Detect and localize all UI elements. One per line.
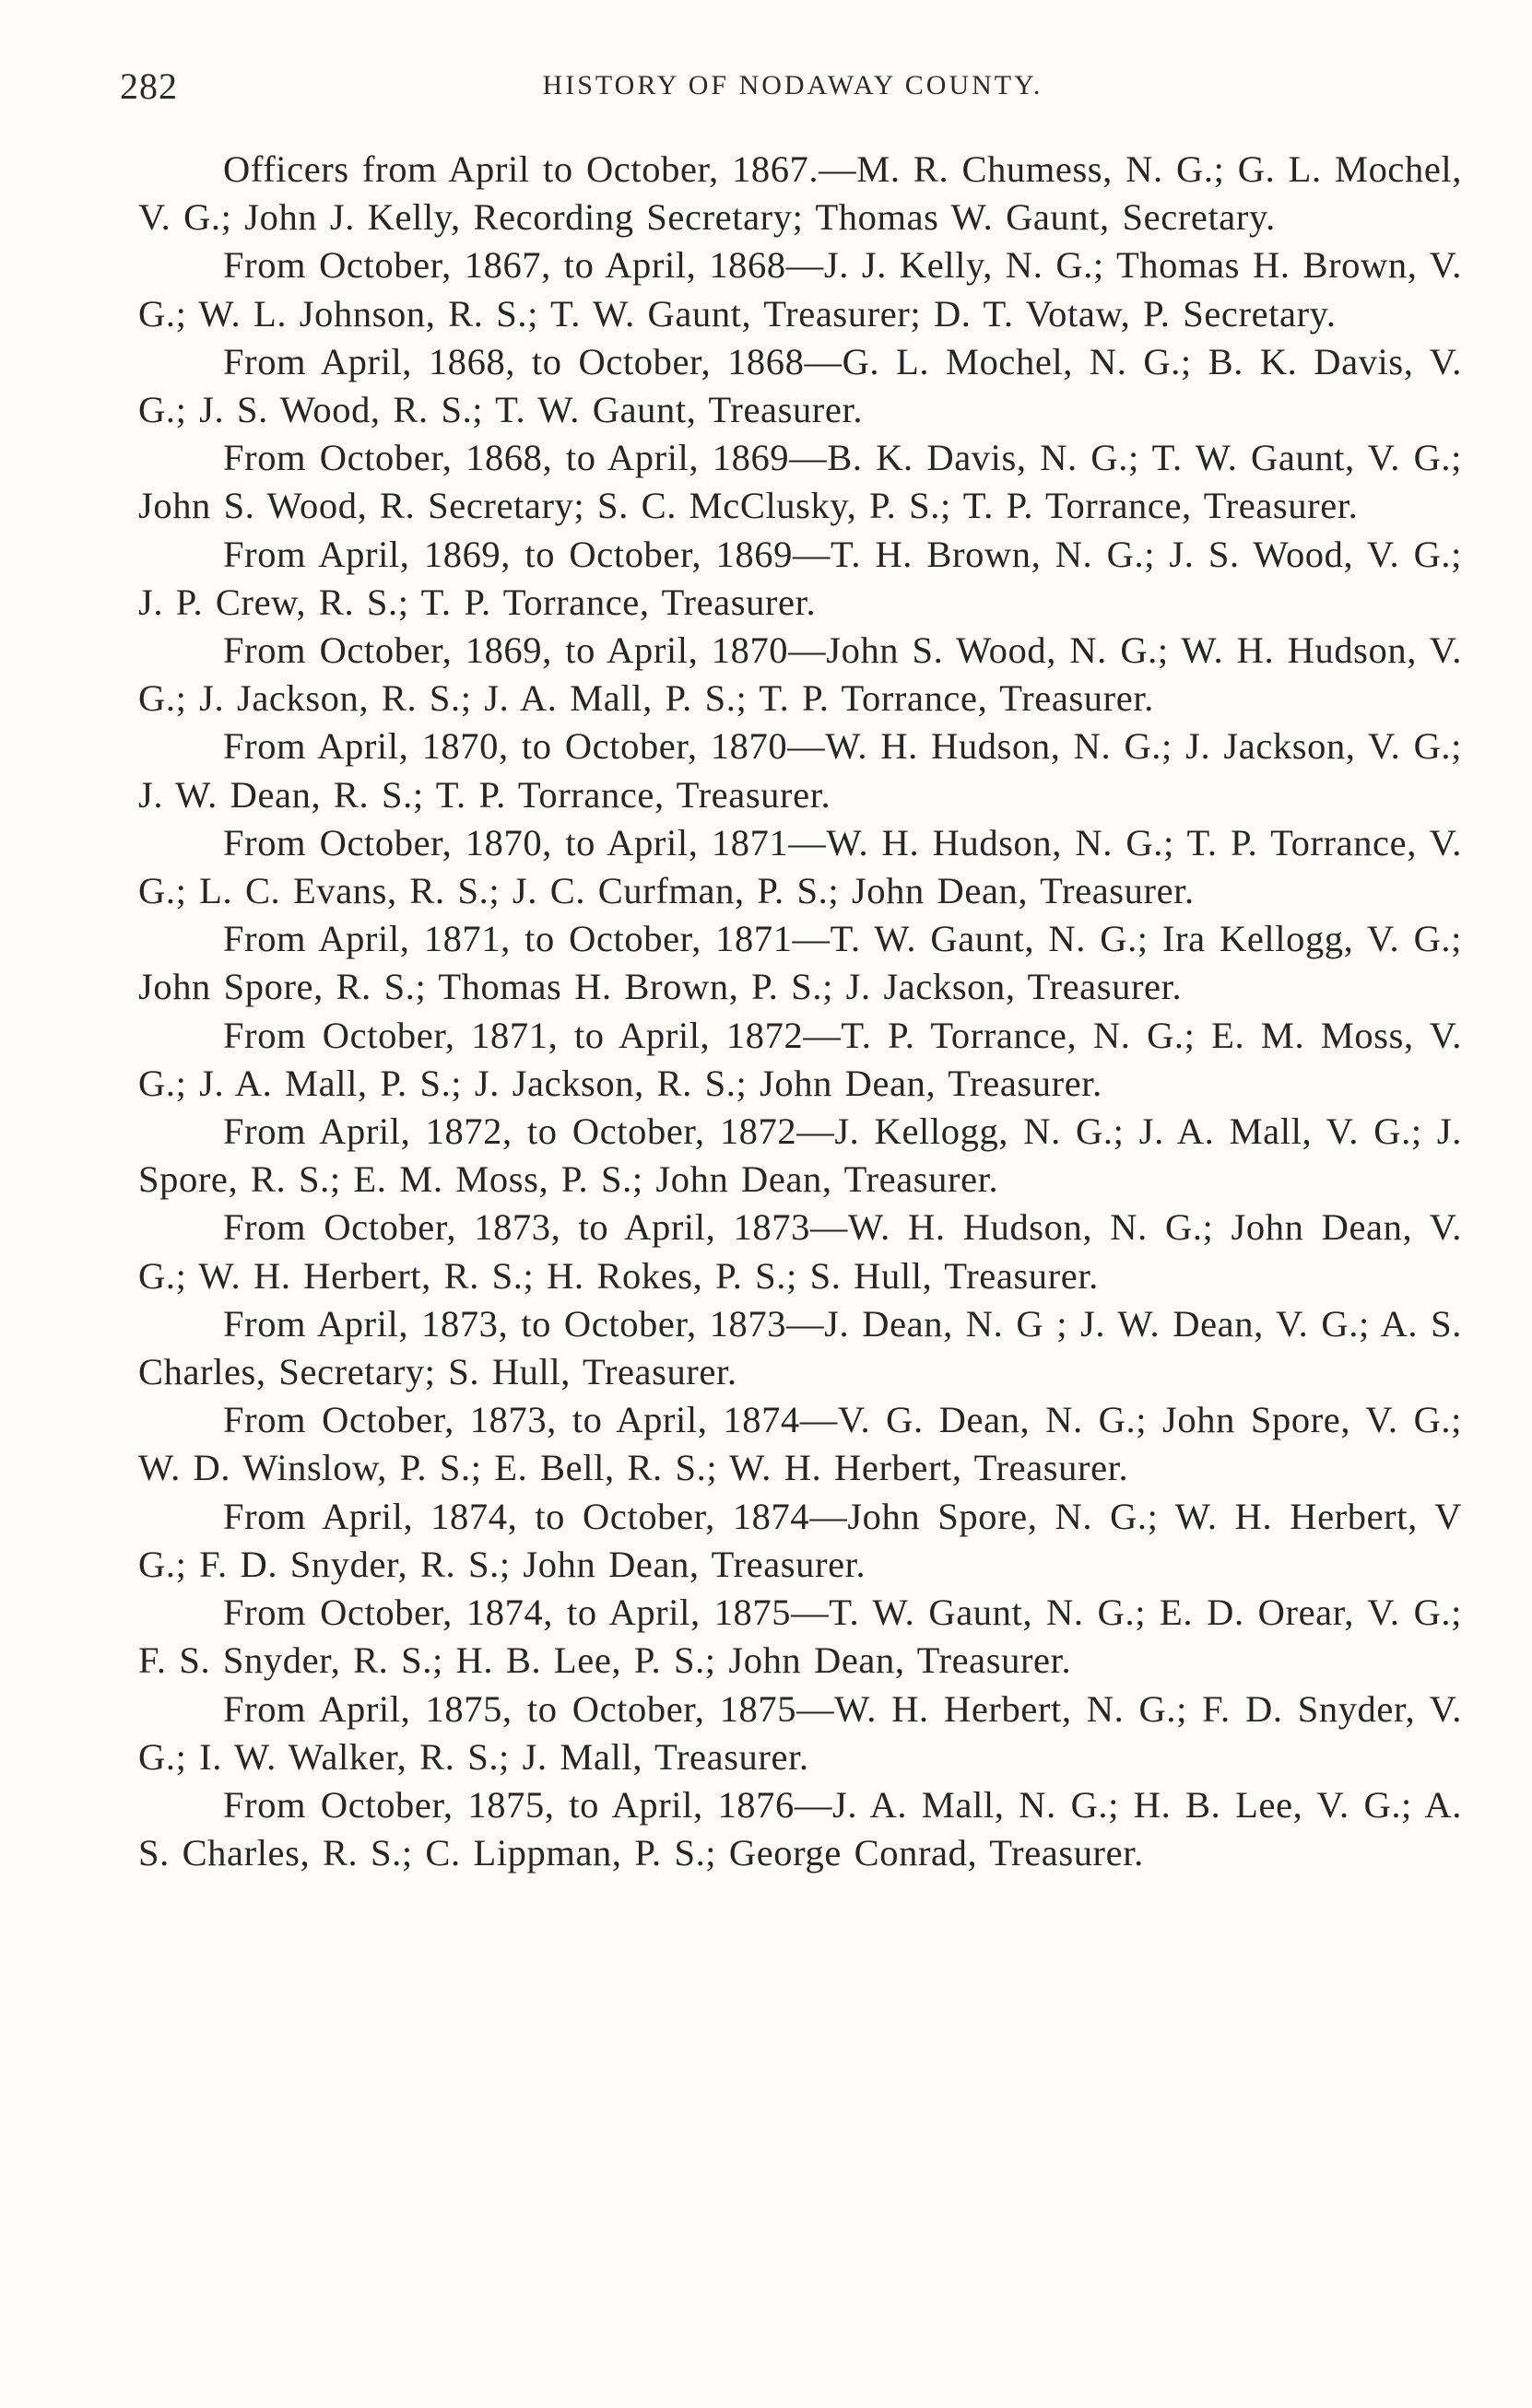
paragraph: From October, 1870, to April, 1871—W. H. Hudson, N. G.; T. P. Torrance, V. G.; L. C. Evans, R. S.; J. C. Curfman, P. S.; John Dean, Treasurer.	[138, 821, 1462, 912]
paragraph: From October, 1869, to April, 1870—John S. Wood, N. G.; W. H. Hudson, V. G.; J. Jackson, R. S.; J. A. Mall, P. S.; T. P. Torrance, Treasurer.	[138, 629, 1462, 720]
paragraph: From April, 1872, to October, 1872—J. Kellogg, N. G.; J. A. Mall, V. G.; J. Spore, R. S.; E. M. Moss, P. S.; John Dean, Treasurer.	[138, 1110, 1462, 1201]
paragraph: From October, 1868, to April, 1869—B. K. Davis, N. G.; T. W. Gaunt, V. G.; John S. Wood, R. Secretary; S. C. McClusky, P. S.; T. P. Torrance, Treasurer.	[138, 437, 1462, 527]
paragraph: From April, 1871, to October, 1871—T. W. Gaunt, N. G.; Ira Kellogg, V. G.; John Spore, R. S.; Thomas H. Brown, P. S.; J. Jackson, Treasurer.	[138, 918, 1462, 1008]
page-number: 282	[120, 65, 178, 107]
paragraph: From April, 1870, to October, 1870—W. H. Hudson, N. G.; J. Jackson, V. G.; J. W. Dean, R. S.; T. P. Torrance, Treasurer.	[138, 725, 1462, 816]
paragraph: From October, 1874, to April, 1875—T. W. Gaunt, N. G.; E. D. Orear, V. G.; F. S. Snyder, R. S.; H. B. Lee, P. S.; John Dean, Treasurer.	[138, 1592, 1462, 1682]
paragraph: From October, 1873, to April, 1873—W. H. Hudson, N. G.; John Dean, V. G.; W. H. Herbert, R. S.; H. Rokes, P. S.; S. Hull, Treasurer.	[138, 1206, 1462, 1297]
paragraph: From April, 1874, to October, 1874—John Spore, N. G.; W. H. Herbert, V G.; F. D. Snyder, R. S.; John Dean, Treasurer.	[138, 1495, 1462, 1585]
paragraph: From April, 1868, to October, 1868—G. L. Mochel, N. G.; B. K. Davis, V. G.; J. S. Wood, R. S.; T. W. Gaunt, Treasurer.	[138, 340, 1462, 431]
paragraph: From October, 1875, to April, 1876—J. A. Mall, N. G.; H. B. Lee, V. G.; A. S. Charles, R. S.; C. Lippman, P. S.; George Conrad, Treasurer.	[138, 1783, 1462, 1874]
paragraph: From April, 1873, to October, 1873—J. Dean, N. G ; J. W. Dean, V. G.; A. S. Charles, Secretary; S. Hull, Treasurer.	[138, 1302, 1462, 1393]
paragraph: Officers from April to October, 1867.—M. R. Chumess, N. G.; G. L. Mochel, V. G.; John J. Kelly, Recording Secretary; Thomas W. Gaunt, Secretary.	[138, 148, 1462, 239]
paragraph: From October, 1873, to April, 1874—V. G. Dean, N. G.; John Spore, V. G.; W. D. Winslow, P. S.; E. Bell, R. S.; W. H. Herbert, Treasurer.	[138, 1399, 1462, 1489]
page-header	[120, 65, 1466, 120]
officers-list	[138, 146, 1462, 1877]
paragraph: From April, 1875, to October, 1875—W. H. Herbert, N. G.; F. D. Snyder, V. G.; I. W. Walker, R. S.; J. Mall, Treasurer.	[138, 1687, 1462, 1778]
paragraph: From October, 1871, to April, 1872—T. P. Torrance, N. G.; E. M. Moss, V. G.; J. A. Mall, P. S.; J. Jackson, R. S.; John Dean, Treasurer.	[138, 1014, 1462, 1104]
paragraph: From October, 1867, to April, 1868—J. J. Kelly, N. G.; Thomas H. Brown, V. G.; W. L. Johnson, R. S.; T. W. Gaunt, Treasurer; D. T. Votaw, P. Secretary.	[138, 244, 1462, 335]
running-title: HISTORY OF NODAWAY COUNTY.	[542, 70, 1043, 100]
paragraph: From April, 1869, to October, 1869—T. H. Brown, N. G.; J. S. Wood, V. G.; J. P. Crew, R. S.; T. P. Torrance, Treasurer.	[138, 533, 1462, 623]
